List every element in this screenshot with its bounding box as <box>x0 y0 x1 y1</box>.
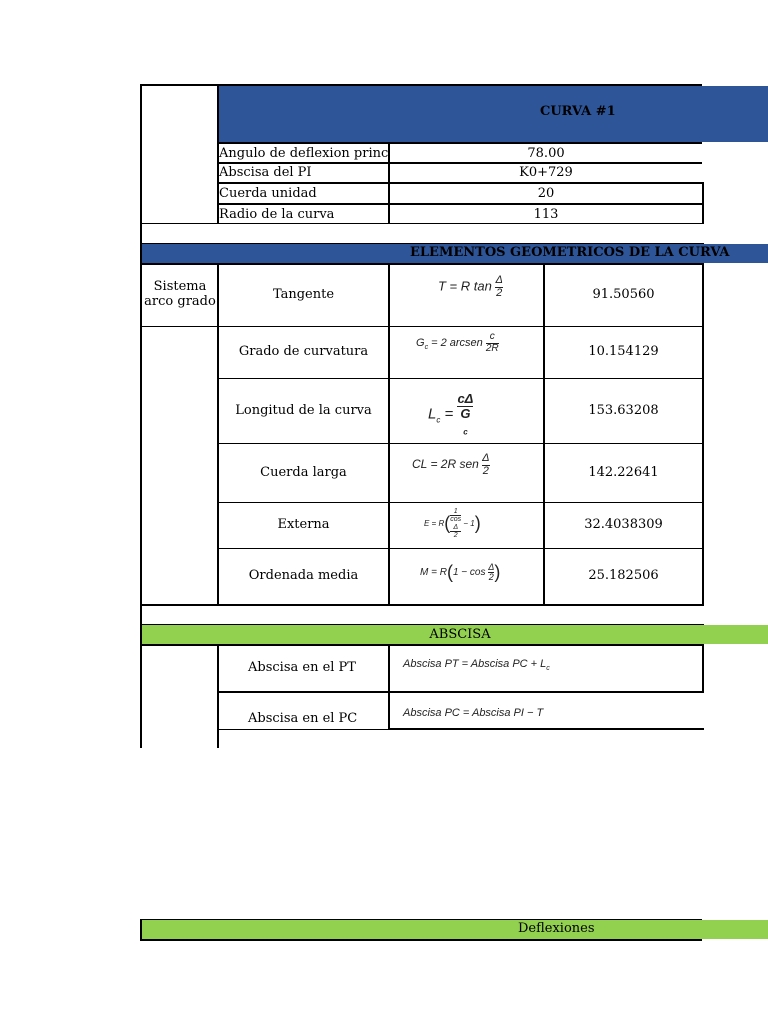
system-label-line2: arco grado <box>144 294 216 309</box>
abscisa-label-pt: Abscisa en el PT <box>248 660 356 675</box>
param-value-abscisa-pi: K0+729 <box>519 165 573 180</box>
formula-abscisa-pc: Abscisa PC = Abscisa PI − T <box>403 707 544 719</box>
element-value-grado: 10.154129 <box>588 344 659 359</box>
curve-title: CURVA #1 <box>540 104 616 119</box>
deflexiones-band <box>142 920 768 939</box>
element-value-tangente: 91.50560 <box>592 287 655 302</box>
elements-title: ELEMENTOS GEOMETRICOS DE LA CURVA <box>410 245 730 260</box>
element-name-ordenada: Ordenada media <box>248 568 359 583</box>
formula-tangente: T = R tan $\frac{\Delta}{2}$ <box>438 274 503 299</box>
element-value-ordenada: 25.182506 <box>588 568 659 583</box>
abscisa-title: ABSCISA <box>429 627 491 642</box>
param-value-radio: 113 <box>533 207 559 222</box>
element-name-longitud: Longitud de la curva <box>235 403 372 418</box>
element-value-longitud: 153.63208 <box>588 403 659 418</box>
formula-abscisa-pt: Abscisa PT = Abscisa PC + $L_c$ <box>403 658 550 673</box>
element-name-externa: Externa <box>277 517 330 532</box>
formula-externa: E = R( 1 cos Δ 2 − 1) <box>424 508 481 540</box>
param-label-cuerda-unidad: Cuerda unidad <box>219 186 317 201</box>
abscisa-label-pc: Abscisa en el PC <box>248 711 358 726</box>
element-name-grado: Grado de curvatura <box>238 344 369 359</box>
formula-longitud: $L_c$ = cΔ G $_c$ <box>428 391 474 437</box>
deflexiones-title: Deflexiones <box>518 921 595 936</box>
param-value-cuerda-unidad: 20 <box>537 186 555 201</box>
system-label-line1: Sistema <box>153 279 207 294</box>
element-value-externa: 32.4038309 <box>584 517 663 532</box>
element-value-cuerda-larga: 142.22641 <box>588 465 659 480</box>
element-name-tangente: Tangente <box>272 287 335 302</box>
param-label-deflexion: Angulo de deflexion princ <box>219 146 388 161</box>
param-value-deflexion: 78.00 <box>527 146 565 161</box>
formula-cuerda-larga: CL = 2R sen $\frac{\Delta}{2}$ <box>412 452 490 477</box>
element-name-cuerda-larga: Cuerda larga <box>260 465 347 480</box>
curve-header-band <box>218 86 768 142</box>
formula-ordenada: M = R(1 − cos $\frac{\Delta}{2}$ ) <box>420 561 501 582</box>
param-label-radio: Radio de la curva <box>219 207 335 222</box>
formula-grado: $G_c = 2$ arcsen $\frac{c}{2R}$ <box>416 331 499 354</box>
param-label-abscisa-pi: Abscisa del PI <box>219 165 312 180</box>
